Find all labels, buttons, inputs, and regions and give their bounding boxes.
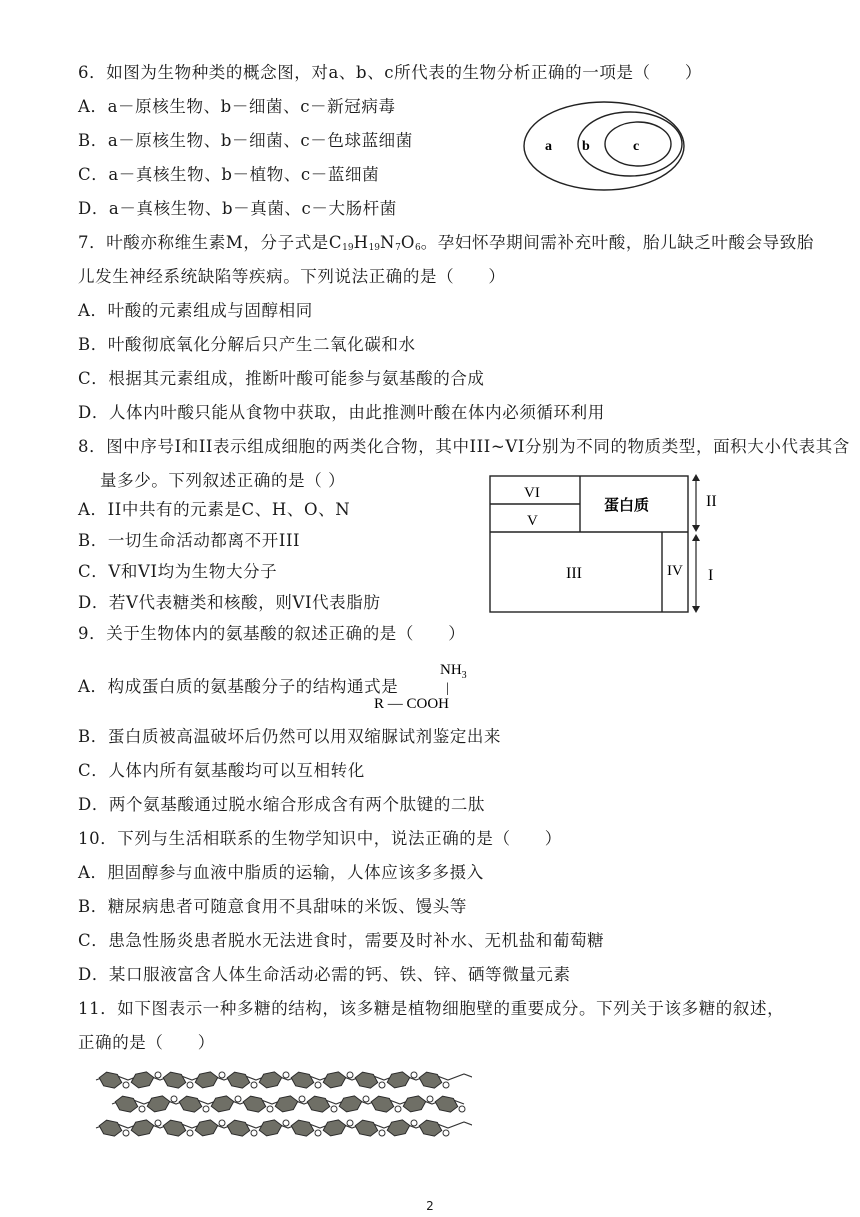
- oxygen-bridge: [203, 1106, 209, 1112]
- oxygen-bridge: [443, 1082, 449, 1088]
- formula-sub-n: 7: [395, 243, 401, 253]
- oxygen-bridge: [251, 1130, 257, 1136]
- q9-option-a: A．构成蛋白质的氨基酸分子的结构通式是: [78, 677, 399, 696]
- q8-option-a: A．II中共有的元素是C、H、O、N: [78, 500, 351, 519]
- q8-stem-line2: 量多少。下列叙述正确的是（ ）: [100, 471, 346, 490]
- glucose-chains: [96, 1071, 472, 1138]
- glucose-ring: [386, 1071, 411, 1089]
- formula-n: N: [380, 233, 396, 252]
- glucose-ring: [258, 1071, 283, 1089]
- oxygen-bridge: [267, 1106, 273, 1112]
- glucose-ring: [226, 1071, 251, 1089]
- oxygen-bridge: [395, 1106, 401, 1112]
- oxygen-bridge: [427, 1096, 433, 1102]
- q9-option-d: D．两个氨基酸通过脱水缩合形成含有两个肽键的二肽: [78, 795, 486, 814]
- set-b-ellipse: [578, 112, 682, 176]
- glucose-ring: [130, 1119, 155, 1137]
- formula-o: O: [400, 233, 415, 252]
- glucose-ring: [418, 1071, 443, 1089]
- region-v-label: V: [527, 513, 538, 529]
- set-b-label: b: [582, 139, 590, 154]
- oxygen-bridge: [443, 1130, 449, 1136]
- set-c-label: c: [633, 139, 640, 154]
- glucose-ring: [178, 1095, 203, 1113]
- formula-nh3: $NH_3$: [440, 662, 467, 681]
- glucose-ring: [242, 1095, 267, 1113]
- formula-sub-o: 6: [414, 243, 421, 253]
- oxygen-bridge: [331, 1106, 337, 1112]
- glucose-ring: [290, 1071, 315, 1089]
- formula-r-cooh: R — COOH: [374, 696, 450, 712]
- glucose-ring: [322, 1119, 347, 1137]
- outer-box: [490, 476, 688, 612]
- formula-sub-h: 19: [368, 243, 381, 253]
- glucose-ring: [130, 1071, 155, 1089]
- formula-h: H: [353, 233, 369, 252]
- q6-option-b: B．a－原核生物、b－细菌、c－色球蓝细菌: [78, 131, 413, 150]
- glucose-ring: [386, 1119, 411, 1137]
- glucose-ring: [226, 1119, 251, 1137]
- q8-option-c: C．V和VI均为生物大分子: [78, 562, 278, 581]
- oxygen-bridge: [219, 1120, 225, 1126]
- formula-sub-c: 19: [342, 243, 354, 253]
- glucose-ring: [338, 1095, 363, 1113]
- oxygen-bridge: [379, 1082, 385, 1088]
- range-ii-label: II: [706, 493, 717, 510]
- oxygen-bridge: [411, 1072, 417, 1078]
- oxygen-bridge: [219, 1072, 225, 1078]
- q11-stem-line2: 正确的是（ ）: [78, 1033, 215, 1052]
- q8-option-b: B．一切生命活动都离不开III: [78, 531, 301, 550]
- oxygen-bridge: [187, 1130, 193, 1136]
- glucose-ring: [194, 1119, 219, 1137]
- q7-option-d: D．人体内叶酸只能从食物中获取，由此推测叶酸在体内必须循环利用: [78, 403, 605, 422]
- glucose-ring: [370, 1095, 395, 1113]
- glucose-ring: [354, 1071, 379, 1089]
- q6-option-d: D．a－真核生物、b－真菌、c－大肠杆菌: [78, 199, 397, 218]
- glucose-ring: [194, 1071, 219, 1089]
- glucose-ring: [258, 1119, 283, 1137]
- q7-stem-line2: 儿发生神经系统缺陷等疾病。下列说法正确的是（ ）: [78, 267, 506, 286]
- q10-option-b: B．糖尿病患者可随意食用不具甜味的米饭、馒头等: [78, 897, 467, 916]
- q8-option-d: D．若V代表糖类和核酸，则VI代表脂肪: [78, 593, 381, 612]
- polysaccharide-structure-image: [92, 1066, 472, 1148]
- glucose-ring: [274, 1095, 299, 1113]
- q10-stem: 10．下列与生活相联系的生物学知识中，说法正确的是（ ）: [78, 829, 562, 848]
- glucose-ring: [98, 1119, 123, 1137]
- q10-option-c: C．患急性肠炎患者脱水无法进食时，需要及时补水、无机盐和葡萄糖: [78, 931, 605, 950]
- oxygen-bridge: [283, 1120, 289, 1126]
- q7-stem-pre: 7．叶酸亦称维生素M，分子式是C: [78, 233, 343, 252]
- glucose-ring: [434, 1095, 459, 1113]
- oxygen-bridge: [235, 1096, 241, 1102]
- q7-option-c: C．根据其元素组成，推断叶酸可能参与氨基酸的合成: [78, 369, 485, 388]
- q7-stem-post: 。孕妇怀孕期间需补充叶酸，胎儿缺乏叶酸会导致胎: [420, 233, 814, 252]
- oxygen-bridge: [347, 1072, 353, 1078]
- q6-option-c: C．a－真核生物、b－植物、c－蓝细菌: [78, 165, 380, 184]
- glucose-ring: [162, 1119, 187, 1137]
- q9-stem: 9．关于生物体内的氨基酸的叙述正确的是（ ）: [78, 624, 466, 643]
- oxygen-bridge: [363, 1096, 369, 1102]
- region-vi-label: VI: [524, 485, 540, 501]
- q7-option-b: B．叶酸彻底氧化分解后只产生二氧化碳和水: [78, 335, 416, 354]
- oxygen-bridge: [139, 1106, 145, 1112]
- oxygen-bridge: [155, 1072, 161, 1078]
- oxygen-bridge: [299, 1096, 305, 1102]
- glucose-ring: [322, 1071, 347, 1089]
- q10-option-d: D．某口服液富含人体生命活动必需的钙、铁、锌、硒等微量元素: [78, 965, 571, 984]
- concept-venn-diagram: [520, 100, 690, 198]
- oxygen-bridge: [347, 1120, 353, 1126]
- glucose-ring: [210, 1095, 235, 1113]
- glucose-ring: [162, 1071, 187, 1089]
- glucose-ring: [306, 1095, 331, 1113]
- glucose-ring: [402, 1095, 427, 1113]
- oxygen-bridge: [123, 1082, 129, 1088]
- q6-option-a: A．a－原核生物、b－细菌、c－新冠病毒: [78, 97, 396, 116]
- amino-acid-formula: [360, 658, 510, 714]
- glucose-ring: [354, 1119, 379, 1137]
- oxygen-bridge: [283, 1072, 289, 1078]
- oxygen-bridge: [315, 1082, 321, 1088]
- q7-option-a: A．叶酸的元素组成与固醇相同: [78, 301, 313, 320]
- q10-option-a: A．胆固醇参与血液中脂质的运输，人体应该多多摄入: [78, 863, 484, 882]
- region-iii-label: III: [566, 565, 582, 582]
- region-iv-label: IV: [667, 563, 683, 579]
- q8-stem: 8．图中序号I和II表示组成细胞的两类化合物，其中III~VI分别为不同的物质类型，面积大小代表其含: [78, 437, 850, 456]
- glucose-ring: [290, 1119, 315, 1137]
- glucose-ring: [98, 1071, 123, 1089]
- set-a-label: a: [545, 139, 552, 154]
- oxygen-bridge: [459, 1106, 465, 1112]
- oxygen-bridge: [379, 1130, 385, 1136]
- oxygen-bridge: [123, 1130, 129, 1136]
- range-i-label: I: [708, 567, 714, 584]
- compound-area-diagram: [484, 470, 734, 616]
- oxygen-bridge: [315, 1130, 321, 1136]
- oxygen-bridge: [171, 1096, 177, 1102]
- oxygen-bridge: [155, 1120, 161, 1126]
- page-number: 2: [426, 1199, 434, 1213]
- oxygen-bridge: [411, 1120, 417, 1126]
- q7-stem: [78, 232, 814, 259]
- q6-stem: 6．如图为生物种类的概念图，对a、b、c所代表的生物分析正确的一项是（ ）: [78, 63, 702, 82]
- formula-bond: |: [446, 681, 449, 696]
- oxygen-bridge: [251, 1082, 257, 1088]
- q9-option-b: B．蛋白质被高温破坏后仍然可以用双缩脲试剂鉴定出来: [78, 727, 502, 746]
- oxygen-bridge: [187, 1082, 193, 1088]
- glucose-ring: [146, 1095, 171, 1113]
- q9-option-c: C．人体内所有氨基酸均可以互相转化: [78, 761, 365, 780]
- glucose-ring: [418, 1119, 443, 1137]
- q11-stem: 11．如下图表示一种多糖的结构，该多糖是植物细胞壁的重要成分。下列关于该多糖的叙述，: [78, 999, 785, 1018]
- glucose-ring: [114, 1095, 139, 1113]
- region-protein-label: 蛋白质: [604, 496, 650, 514]
